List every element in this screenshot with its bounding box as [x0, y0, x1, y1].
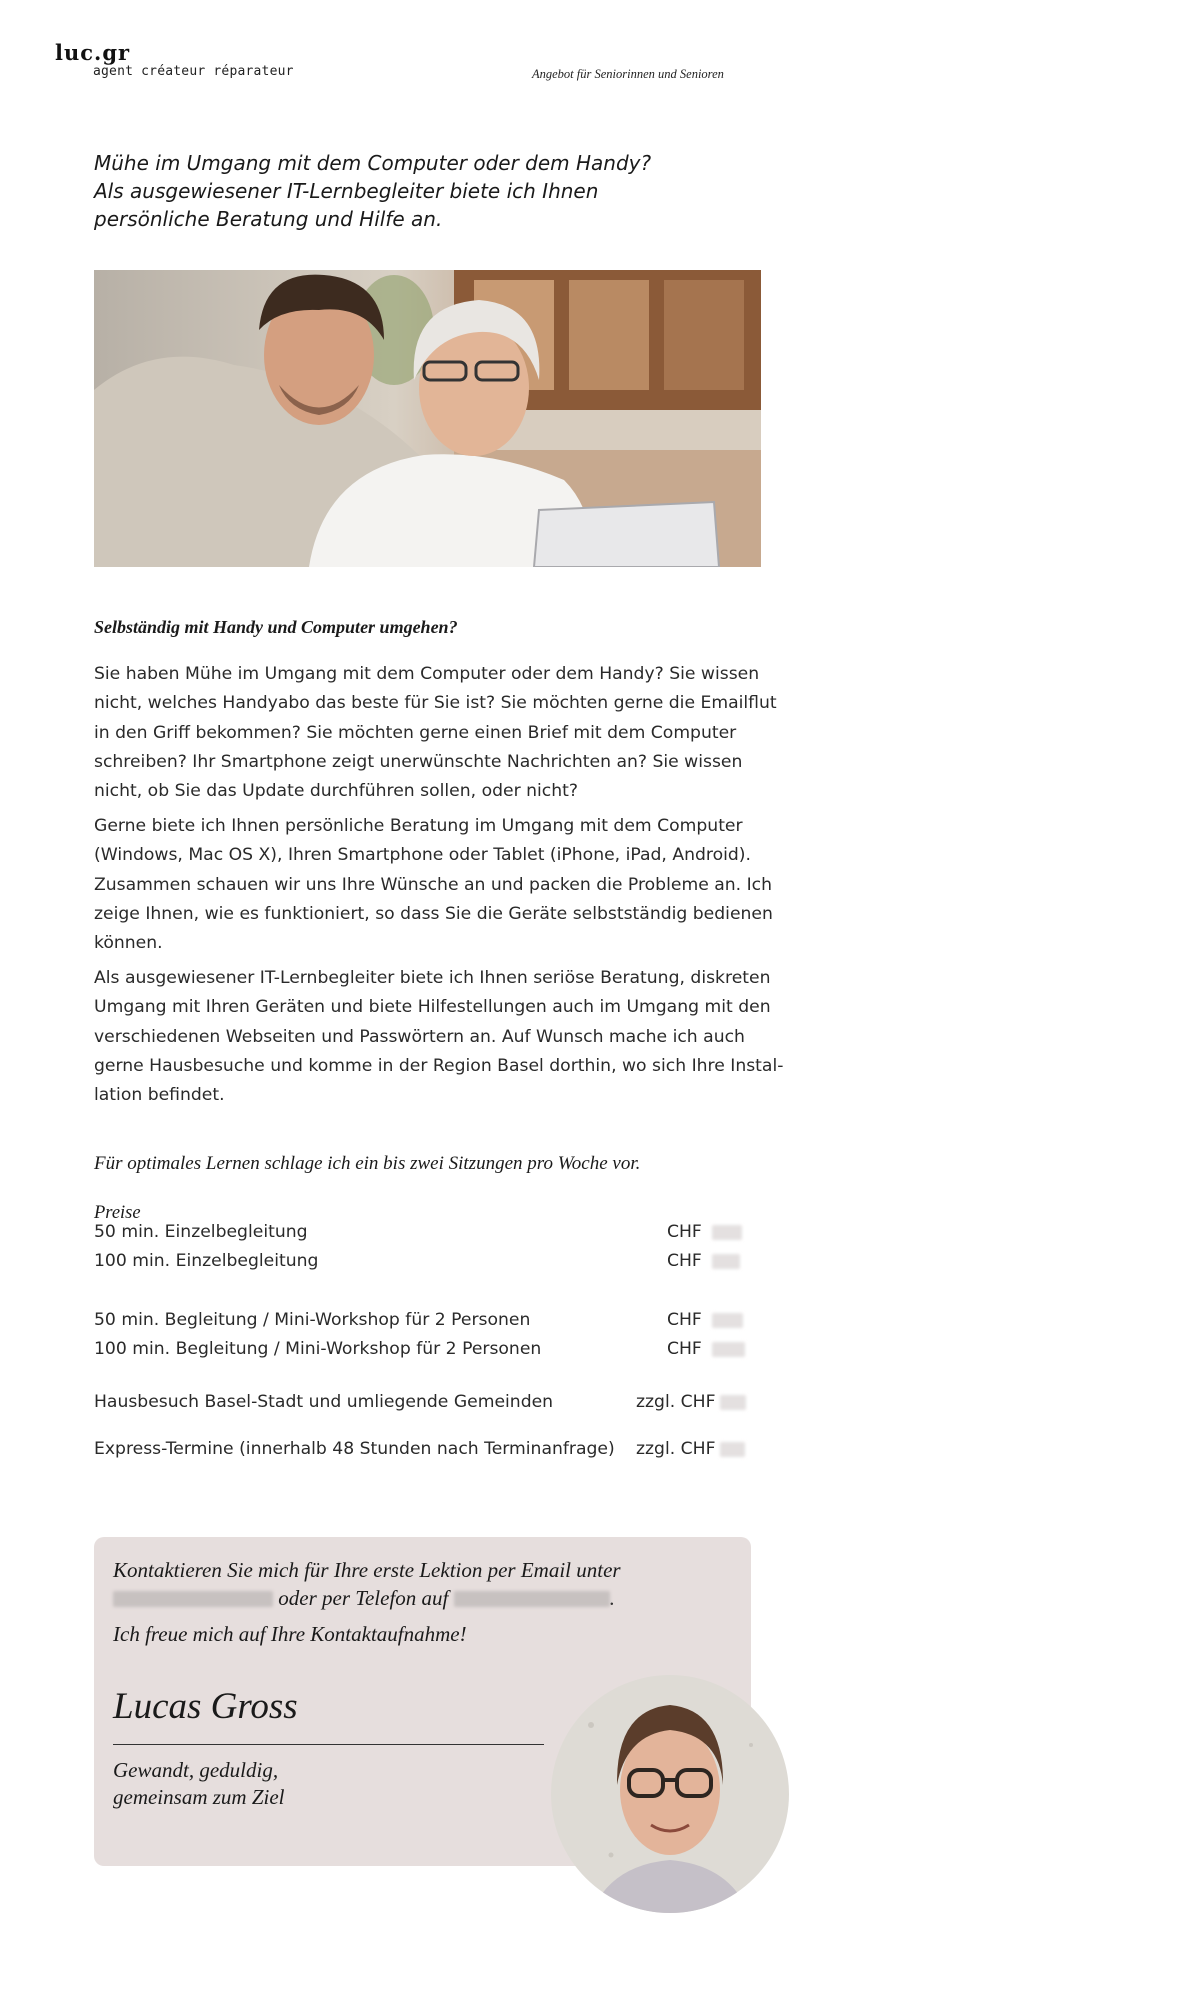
- intro-line: Mühe im Umgang mit dem Computer oder dem Handy?: [94, 151, 652, 175]
- price-label: Express-Termine (innerhalb 48 Stunden nach Terminanfrage): [94, 1439, 615, 1459]
- paragraph-line: verschiedenen Webseiten und Passwörtern an. Auf Wunsch mache ich auch: [94, 1026, 745, 1047]
- offer-label: Angebot für Seniorinnen und Senioren: [532, 67, 724, 81]
- signature-name: Lucas Gross: [113, 1686, 298, 1727]
- paragraph: [94, 964, 814, 1110]
- price-label: 100 min. Begleitung / Mini-Workshop für 2 Personen: [94, 1339, 542, 1359]
- paragraph-line: nicht, ob Sie das Update durchführen sollen, oder nicht?: [94, 781, 578, 802]
- paragraph-line: (Windows, Mac OS X), Ihren Smartphone oder Tablet (iPhone, iPad, Android).: [94, 845, 751, 866]
- paragraph-line: nicht, welches Handyabo das beste für Sie ist? Sie möchten gerne die Emailflut: [94, 693, 777, 714]
- paragraph-line: zeige Ihnen, wie es funktioniert, so dass Sie die Geräte selbstständig bedienen: [94, 903, 773, 924]
- brand-name: luc.gr: [55, 40, 131, 65]
- price-currency: CHF: [667, 1310, 702, 1330]
- price-value-redacted: [712, 1313, 743, 1328]
- intro-line: persönliche Beratung und Hilfe an.: [94, 207, 443, 231]
- sessions-note: Für optimales Lernen schlage ich ein bis zwei Sitzungen pro Woche vor.: [94, 1153, 641, 1174]
- price-label: 50 min. Begleitung / Mini-Workshop für 2 Personen: [94, 1310, 531, 1330]
- price-currency: zzgl. CHF: [636, 1392, 716, 1412]
- paragraph-line: Gerne biete ich Ihnen persönliche Beratung im Umgang mit dem Computer: [94, 816, 743, 836]
- price-value-redacted: [712, 1225, 742, 1240]
- price-currency: CHF: [667, 1222, 702, 1242]
- price-currency: CHF: [667, 1251, 702, 1271]
- motto-line: Gewandt, geduldig,: [113, 1758, 279, 1782]
- contact-line: [113, 1584, 621, 1612]
- paragraph-line: können.: [94, 933, 163, 954]
- paragraph-line: Zusammen schauen wir uns Ihre Wünsche an und packen die Probleme an. Ich: [94, 874, 772, 895]
- logo: [55, 42, 294, 80]
- paragraph-line: Sie haben Mühe im Umgang mit dem Computer oder dem Handy? Sie wissen: [94, 664, 760, 684]
- price-currency: zzgl. CHF: [636, 1439, 716, 1459]
- section-heading: Selbständig mit Handy und Computer umgehen?: [94, 617, 458, 637]
- motto-line: gemeinsam zum Ziel: [113, 1785, 285, 1809]
- intro-line: Als ausgewiesener IT-Lernbegleiter biete ich Ihnen: [94, 179, 599, 203]
- paragraph: [94, 660, 814, 806]
- signature-divider: [113, 1744, 544, 1745]
- price-value-redacted: [720, 1395, 746, 1410]
- paragraph-line: schreiben? Ihr Smartphone zeigt unerwünschte Nachrichten an? Sie wissen: [94, 751, 743, 772]
- paragraph-line: gerne Hausbesuche und komme in der Region Basel dorthin, wo sich Ihre Instal-: [94, 1055, 784, 1076]
- portrait-photo: [551, 1675, 789, 1913]
- paragraph-line: lation befindet.: [94, 1085, 225, 1106]
- price-label: 100 min. Einzelbegleitung: [94, 1251, 319, 1271]
- price-label: Hausbesuch Basel-Stadt und umliegende Gemeinden: [94, 1392, 554, 1412]
- brand-tagline: agent créateur réparateur: [93, 64, 294, 79]
- intro-headline: [94, 149, 734, 233]
- price-value-redacted: [712, 1342, 745, 1357]
- prices-heading: Preise: [94, 1203, 141, 1223]
- paragraph-line: Umgang mit Ihren Geräten und biete Hilfestellungen auch im Umgang mit den: [94, 997, 771, 1018]
- price-value-redacted: [720, 1442, 745, 1457]
- email-redacted[interactable]: [113, 1591, 273, 1607]
- contact-line: Ich freue mich auf Ihre Kontaktaufnahme!: [113, 1622, 467, 1646]
- price-currency: CHF: [667, 1339, 702, 1359]
- motto: [113, 1757, 285, 1811]
- contact-connector: oder per Telefon auf: [278, 1586, 449, 1610]
- phone-redacted[interactable]: [454, 1591, 610, 1607]
- paragraph-line: Als ausgewiesener IT-Lernbegleiter biete ich Ihnen seriöse Beratung, diskreten: [94, 968, 771, 988]
- contact-period: .: [609, 1586, 615, 1610]
- price-label: 50 min. Einzelbegleitung: [94, 1222, 308, 1242]
- price-value-redacted: [712, 1254, 740, 1269]
- contact-text: [113, 1556, 621, 1648]
- paragraph-line: in den Griff bekommen? Sie möchten gerne einen Brief mit dem Computer: [94, 722, 737, 743]
- paragraph: [94, 812, 814, 958]
- contact-line: Kontaktieren Sie mich für Ihre erste Lektion per Email unter: [113, 1558, 621, 1582]
- hero-photo: [94, 270, 761, 567]
